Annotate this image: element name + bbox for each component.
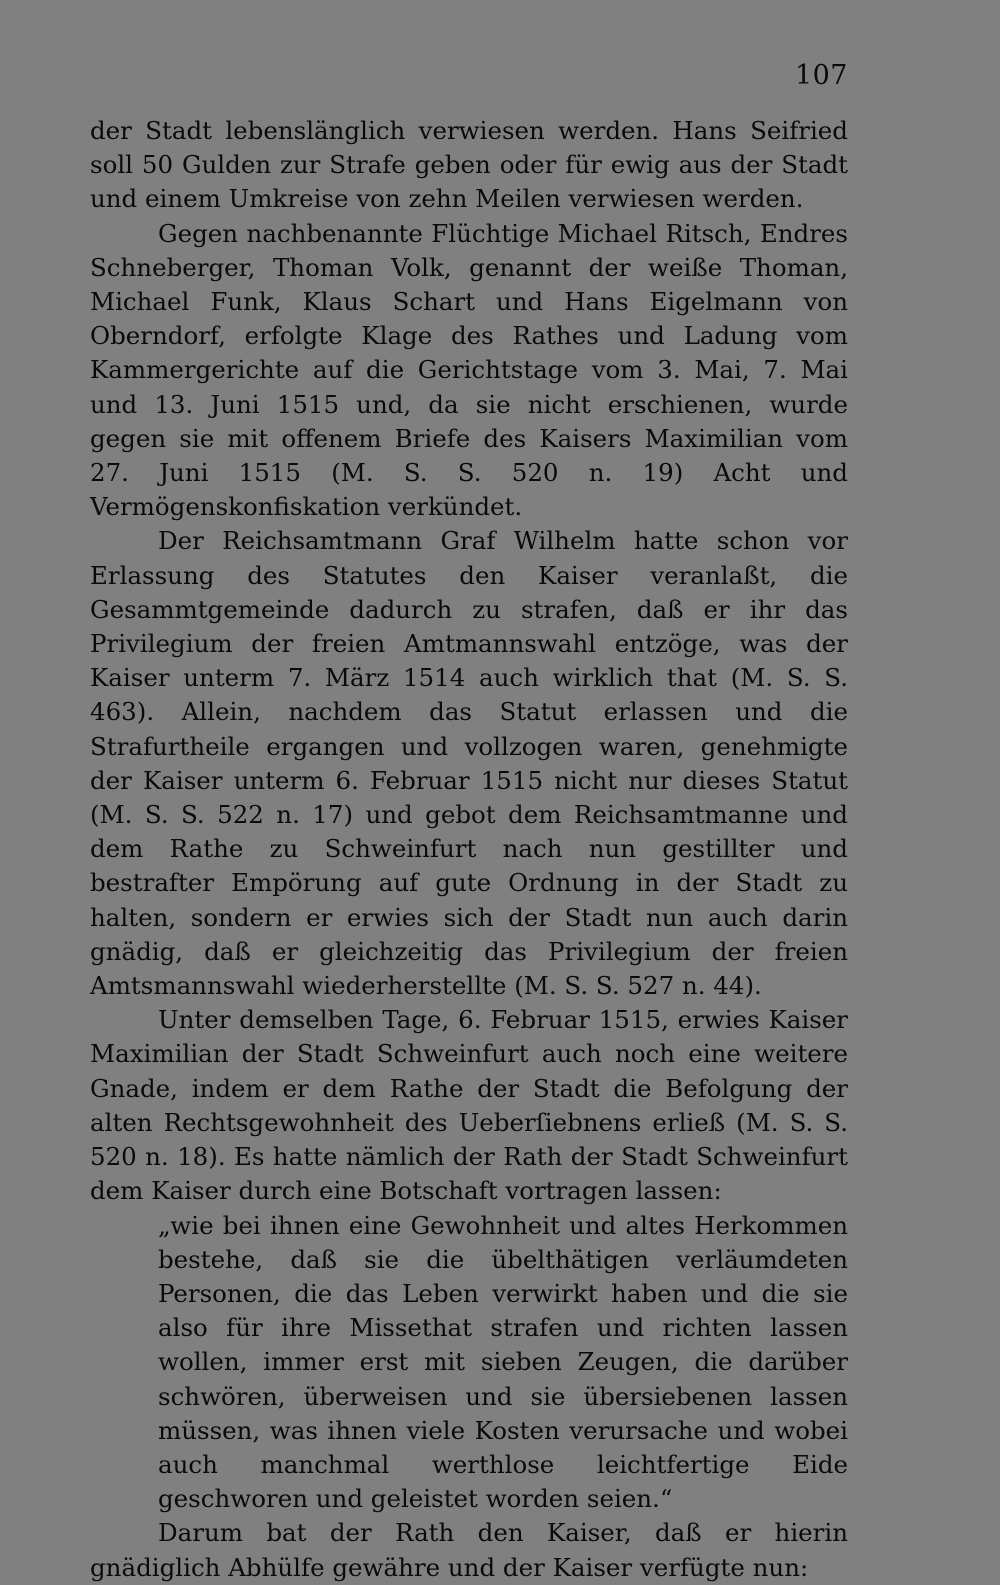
paragraph-2: Gegen nachbenannte Flüchtige Michael Ritsch, Endres Schneberger, Thoman Volk, genannt der weiße Thoman, Michael Funk, Klaus Schart und Hans Eigelmann von Oberndorf, erfolgte Klage des Rathes und Ladung vom Kammergerichte auf die Gerichtstage vom 3. Mai, 7. Mai und 13. Juni 1515 und, da sie nicht erschienen, wurde gegen sie mit offenem Briefe des Kaisers Maximilian vom 27. Juni 1515 (M. S. S. 520 n. 19) Acht und Vermögenskonfiskation verkündet. xyxy=(90,218,848,522)
quoted-passage: „wie bei ihnen eine Gewohnheit und altes Herkommen bestehe, daß sie die übelthätigen verläumdeten Personen, die das Leben verwirkt haben und die sie also für ihre Missethat strafen und richten lassen wollen, immer erst mit sieben Zeugen, die darüber schwören, überweisen und sie übersiebenen lassen müssen, was ihnen viele Kosten verursache und wobei auch manchmal werthlose leichtfertige Eide geschworen und geleistet worden seien.“ xyxy=(158,1210,848,1514)
paragraph-3: Der Reichsamtmann Graf Wilhelm hatte schon vor Erlassung des Statutes den Kaiser veranlaßt, die Gesammtgemeinde dadurch zu strafen, daß er ihr das Privilegium der freien Amtmannswahl entzöge, was der Kaiser unterm 7. März 1514 auch wirklich that (M. S. S. 463). Allein, nachdem das Statut erlassen und die Strafurtheile ergangen und vollzogen waren, genehmigte der Kaiser unterm 6. Februar 1515 nicht nur dieses Statut (M. S. S. 522 n. 17) und gebot dem Reichsamtmanne und dem Rathe zu Schweinfurt nach nun gestillter und bestrafter Empörung auf gute Ordnung in der Stadt zu halten, sondern er erwies sich der Stadt nun auch darin gnädig, daß er gleichzeitig das Privilegium der freien Amtsmannswahl wiederherstellte (M. S. S. 527 n. 44). xyxy=(90,526,848,1001)
book-page xyxy=(90,0,848,1582)
page-body-text xyxy=(90,114,848,1585)
paragraph-1: der Stadt lebenslänglich verwiesen werden. Hans Seifried soll 50 Gulden zur Strafe geben oder für ewig aus der Stadt und einem Umkreise von zehn Meilen verwiesen werden. xyxy=(90,116,848,214)
paragraph-6: Darum bat der Rath den Kaiser, daß er hierin gnädiglich Abhülfe gewähre und der Kaiser verfügte nun: xyxy=(90,1518,848,1582)
paragraph-4: Unter demselben Tage, 6. Februar 1515, erwies Kaiser Maximilian der Stadt Schweinfurt auch noch eine weitere Gnade, indem er dem Rathe der Stadt die Befolgung der alten Rechtsgewohnheit des Ueberſiebnens erließ (M. S. S. 520 n. 18). Es hatte nämlich der Rath der Stadt Schweinfurt dem Kaiser durch eine Botschaft vortragen lassen: xyxy=(90,1005,848,1206)
page-number: 107 xyxy=(794,60,848,91)
